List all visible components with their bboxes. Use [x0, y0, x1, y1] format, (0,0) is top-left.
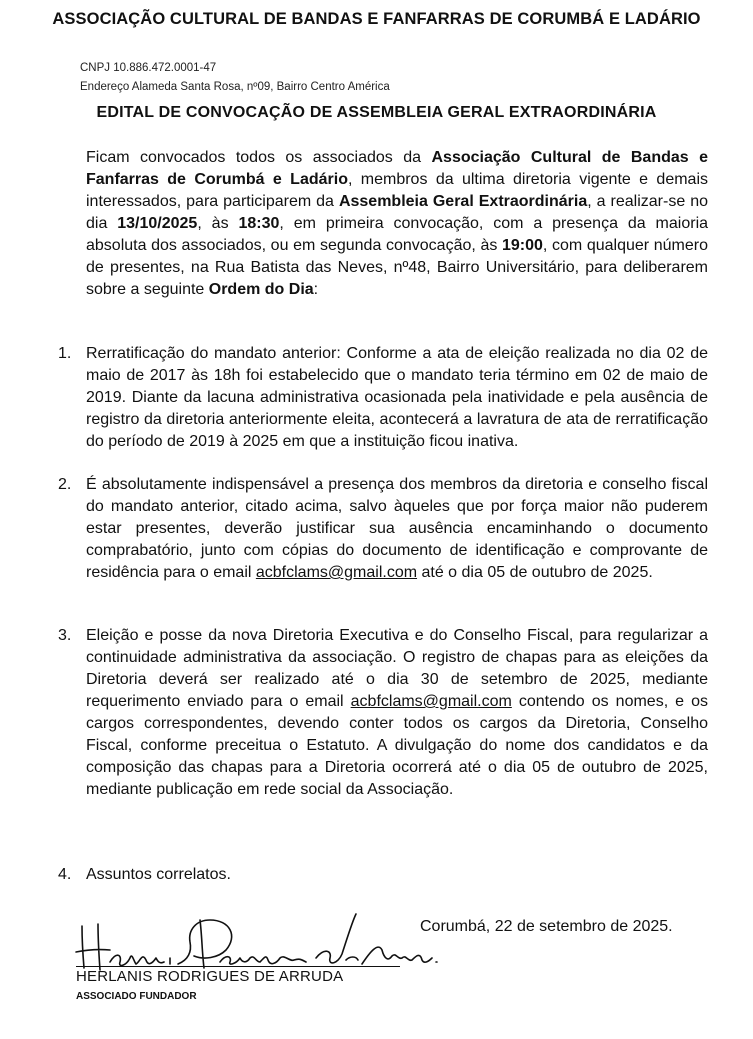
agenda-item-3 — [58, 625, 708, 801]
first-call-time: 18:30 — [238, 215, 280, 232]
signature-line — [76, 966, 400, 967]
handwritten-signature — [70, 912, 450, 974]
assembly-name: Assembleia Geral Extraordinária — [338, 193, 588, 210]
intro-text: , com qualquer número de presentes, na Rua Batista das Neves, nº48, Bairro Universitário, para deliberarem sobre a seguinte — [86, 237, 708, 298]
agenda-item-1 — [58, 343, 708, 453]
address: Endereço Alameda Santa Rosa, nº09, Bairro Centro América — [80, 81, 390, 93]
item-text — [86, 625, 708, 801]
edital-title: EDITAL DE CONVOCAÇÃO DE ASSEMBLEIA GERAL EXTRAORDINÁRIA — [96, 104, 657, 121]
intro-text: , membros da ultima diretoria vigente e demais interessados, para participarem da — [86, 171, 708, 210]
item-text-part: até o dia 05 de outubro de 2025. — [417, 564, 653, 581]
signer-name: HERLANIS RODRIGUES DE ARRUDA — [76, 968, 344, 985]
item-number: 4. — [58, 866, 72, 883]
item-number: 2. — [58, 476, 72, 493]
item-text-part: É absolutamente indispensável a presença dos membros da diretoria e conselho fiscal do mandato anterior, citado acima, salvo àqueles que por força maior não puderem estar presentes, deverão justificar sua ausência encaminhando o documento comprabatório, junto com cópias do documento de identificação e comprovante de residência para o email — [86, 476, 708, 581]
email-link[interactable]: acbfclams@gmail.com — [255, 564, 418, 581]
intro-text: , a realizar-se no dia — [86, 193, 708, 232]
intro-text: , em primeira convocação, com a presença da maioria absoluta dos associados, ou em segunda convocação, às — [86, 215, 709, 254]
email-link[interactable]: acbfclams@gmail.com — [350, 693, 512, 710]
agenda-item-4 — [58, 864, 708, 886]
intro-text: , às — [197, 215, 239, 232]
second-call-time: 19:00 — [501, 237, 543, 254]
intro-paragraph — [86, 147, 708, 301]
agenda-item-2 — [58, 474, 708, 584]
item-number: 3. — [58, 627, 72, 644]
intro-text: Ficam convocados todos os associados da — [86, 149, 432, 166]
item-text-part: Eleição e posse da nova Diretoria Executiva e do Conselho Fiscal, para regularizar a continuidade administrativa da associação. O registro de chapas para as eleições da Diretoria deverá ser realizado até o dia 30 de setembro de 2025, mediante requerimento enviado para o email — [86, 627, 708, 710]
meeting-date: 13/10/2025 — [117, 215, 198, 232]
item-number: 1. — [58, 345, 72, 362]
cnpj: CNPJ 10.886.472.0001-47 — [80, 62, 217, 74]
item-text-part: contendo os nomes, e os cargos correspondentes, devendo conter todos os cargos da Diretoria, Conselho Fiscal, conforme preceitua o Estatuto. A divulgação do nome dos candidatos e da composição das chapas para a Diretoria ocorrerá até o dia 05 de outubro de 2025, mediante publicação em rede social da Associação. — [86, 693, 709, 798]
association-name: Associação Cultural de Bandas e Fanfarras de Corumbá e Ladário — [86, 149, 709, 188]
intro-text: : — [313, 281, 319, 298]
item-text — [86, 474, 708, 584]
association-title: ASSOCIAÇÃO CULTURAL DE BANDAS E FANFARRAS DE CORUMBÁ E LADÁRIO — [52, 10, 701, 28]
signer-role: ASSOCIADO FUNDADOR — [76, 991, 197, 1002]
item-text: Assuntos correlatos. — [86, 866, 231, 883]
agenda-label: Ordem do Dia — [208, 281, 314, 298]
item-text: Rerratificação do mandato anterior: Conforme a ata de eleição realizada no dia 02 de maio de 2017 às 18h foi estabelecido que o mandato teria término em 02 de maio de 2019. Diante da lacuna administrativa ocasionada pela inatividade e pela ausência de registro da diretoria anteriormente eleita, acontecerá a lavratura de ata de rerratificação do período de 2019 à 2025 em que a instituição ficou inativa. — [86, 345, 708, 450]
place-date: Corumbá, 22 de setembro de 2025. — [420, 918, 673, 935]
